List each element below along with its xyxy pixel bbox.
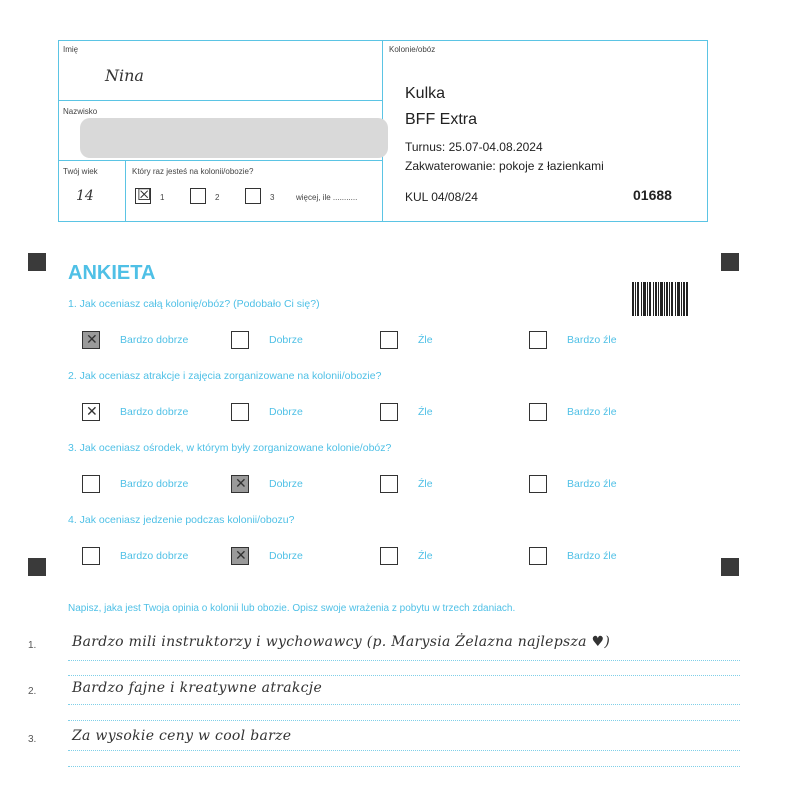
- opinion-line-1-text[interactable]: Bardzo mili instruktorzy i wychowawcy (p. Marysia Żelazna najlepsza ♥): [72, 634, 611, 650]
- q1-option-bardzo-dobrze: Bardzo dobrze: [120, 334, 189, 346]
- survey-title: ANKIETA: [68, 262, 156, 284]
- opinion-line-2-number: 2.: [28, 686, 37, 697]
- opinion-line-3-rule-a: [68, 750, 740, 751]
- camp-program: BFF Extra: [405, 111, 478, 128]
- turnus: Turnus: 25.07-04.08.2024: [405, 140, 543, 154]
- opinion-line-1-rule-a: [68, 660, 740, 661]
- camp-code: KUL 04/08/24: [405, 190, 478, 204]
- question-4-text: 4. Jak oceniasz jedzenie podczas kolonii/obozu?: [68, 514, 295, 526]
- q3-check-mark: ✕: [235, 475, 247, 491]
- ktory-raz-option-3: 3: [270, 193, 275, 202]
- q1-check-mark: ✕: [86, 331, 98, 347]
- q3-option-dobrze: Dobrze: [269, 478, 303, 490]
- question-1-text: 1. Jak oceniasz całą kolonię/obóz? (Podobało Ci się?): [68, 298, 320, 310]
- q1-option-bardzo-zle: Bardzo źle: [567, 334, 617, 346]
- q4-option-zle-checkbox[interactable]: [380, 547, 398, 565]
- opinion-line-1-rule-b: [68, 675, 740, 676]
- registration-marker-bl: [28, 558, 46, 576]
- q1-option-bardzo-zle-checkbox[interactable]: [529, 331, 547, 349]
- q4-option-bardzo-zle: Bardzo źle: [567, 550, 617, 562]
- q4-option-zle: Źle: [418, 550, 433, 562]
- wiek-value: 14: [76, 188, 94, 204]
- q1-option-dobrze-checkbox[interactable]: [231, 331, 249, 349]
- q2-option-zle-checkbox[interactable]: [380, 403, 398, 421]
- kolonie-label: Kolonie/obóz: [389, 45, 436, 54]
- zakwaterowanie: Zakwaterowanie: pokoje z łazienkami: [405, 159, 604, 173]
- q2-option-zle: Źle: [418, 406, 433, 418]
- q2-option-bardzo-zle-checkbox[interactable]: [529, 403, 547, 421]
- barcode: [632, 282, 688, 316]
- registration-marker-tl: [28, 253, 46, 271]
- q3-option-bardzo-dobrze: Bardzo dobrze: [120, 478, 189, 490]
- header-line-age: [125, 160, 126, 221]
- ktory-raz-option-1: 1: [160, 193, 165, 202]
- opinion-line-3-text[interactable]: Za wysokie ceny w cool barze: [72, 728, 292, 744]
- header-line-2: [58, 160, 382, 161]
- q2-option-dobrze: Dobrze: [269, 406, 303, 418]
- opinion-line-3-number: 3.: [28, 734, 37, 745]
- q3-option-zle-checkbox[interactable]: [380, 475, 398, 493]
- q2-option-dobrze-checkbox[interactable]: [231, 403, 249, 421]
- form-number: 01688: [633, 187, 672, 203]
- q1-option-dobrze: Dobrze: [269, 334, 303, 346]
- q3-option-bardzo-zle-checkbox[interactable]: [529, 475, 547, 493]
- ktory-raz-check-1: ☒: [137, 185, 152, 204]
- q4-option-bardzo-dobrze: Bardzo dobrze: [120, 550, 189, 562]
- q3-option-zle: Źle: [418, 478, 433, 490]
- opinion-line-1-number: 1.: [28, 640, 37, 651]
- imie-label: Imię: [63, 45, 79, 54]
- q3-option-bardzo-zle: Bardzo źle: [567, 478, 617, 490]
- nazwisko-label: Nazwisko: [63, 107, 98, 116]
- ktory-raz-checkbox-3[interactable]: [245, 188, 261, 204]
- q4-option-bardzo-zle-checkbox[interactable]: [529, 547, 547, 565]
- question-2-text: 2. Jak oceniasz atrakcje i zajęcia zorganizowane na kolonii/obozie?: [68, 370, 382, 382]
- q2-option-bardzo-zle: Bardzo źle: [567, 406, 617, 418]
- header-line-1: [58, 100, 382, 101]
- wiek-label: Twój wiek: [63, 167, 98, 176]
- question-3-text: 3. Jak oceniasz ośrodek, w którym były zorganizowane kolonie/obóz?: [68, 442, 392, 454]
- opinion-line-2-rule-a: [68, 704, 740, 705]
- nazwisko-redacted: [80, 118, 388, 158]
- q2-check-mark: ✕: [86, 403, 98, 419]
- registration-marker-tr: [721, 253, 739, 271]
- wiecej-label: więcej, ile ...........: [296, 193, 358, 202]
- q4-option-dobrze: Dobrze: [269, 550, 303, 562]
- q2-option-bardzo-dobrze: Bardzo dobrze: [120, 406, 189, 418]
- ktory-raz-label: Który raz jesteś na kolonii/obozie?: [132, 167, 254, 176]
- opinion-line-2-text[interactable]: Bardzo fajne i kreatywne atrakcje: [72, 680, 323, 696]
- registration-marker-br: [721, 558, 739, 576]
- ktory-raz-checkbox-2[interactable]: [190, 188, 206, 204]
- q4-option-bardzo-dobrze-checkbox[interactable]: [82, 547, 100, 565]
- ktory-raz-option-2: 2: [215, 193, 220, 202]
- opinion-prompt: Napisz, jaka jest Twoja opinia o kolonii lub obozie. Opisz swoje wrażenia z pobytu w trzech zdaniach.: [68, 603, 516, 614]
- opinion-line-3-rule-b: [68, 766, 740, 767]
- opinion-line-2-rule-b: [68, 720, 740, 721]
- q3-option-bardzo-dobrze-checkbox[interactable]: [82, 475, 100, 493]
- camp-name: Kulka: [405, 85, 446, 102]
- q4-check-mark: ✕: [235, 547, 247, 563]
- q1-option-zle-checkbox[interactable]: [380, 331, 398, 349]
- q1-option-zle: Źle: [418, 334, 433, 346]
- imie-value: Nina: [105, 66, 144, 85]
